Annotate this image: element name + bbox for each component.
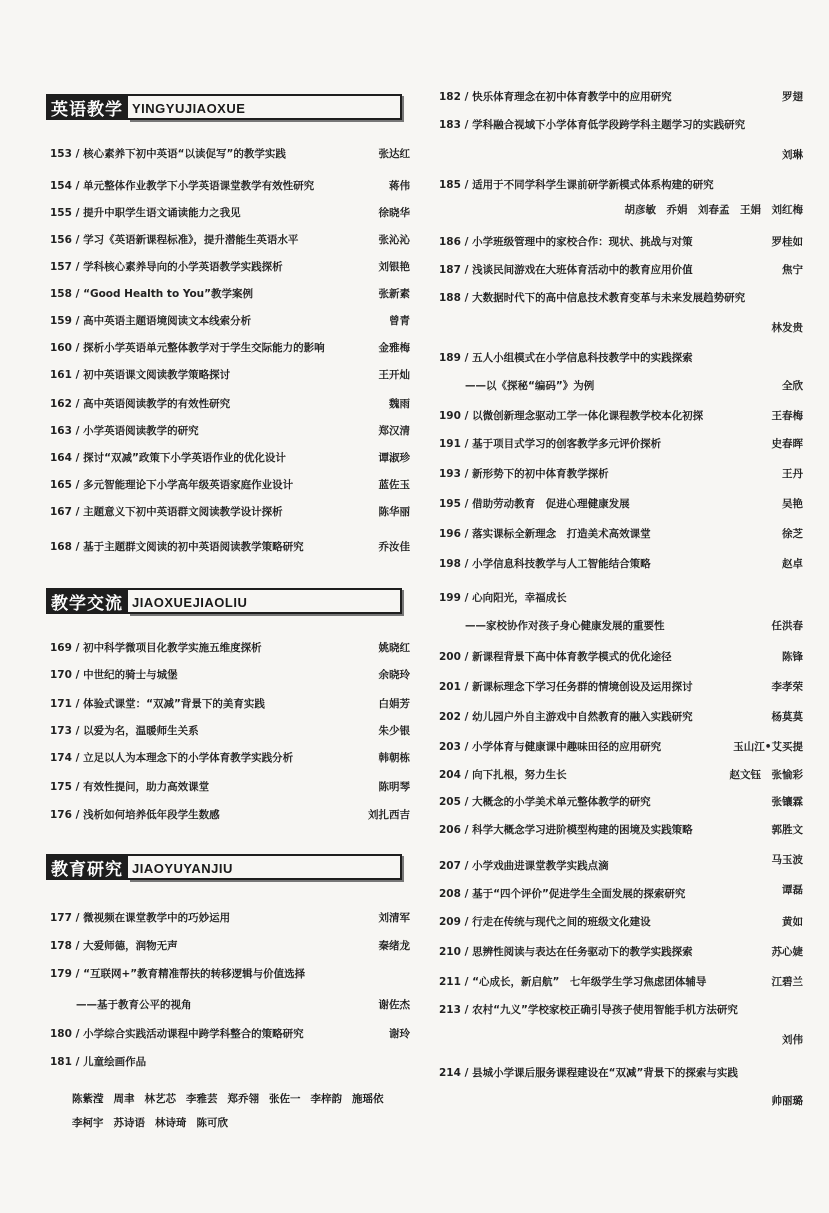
toc-entry-title: 182 / 快乐体育理念在初中体育教学中的应用研究 [439, 91, 672, 103]
toc-entry-author: 王开灿 [378, 369, 410, 381]
toc-entry-author: 郭胜文 [771, 824, 803, 836]
toc-entry-author: 刘伟 [782, 1034, 803, 1046]
toc-entry-title: 186 / 小学班级管理中的家校合作：现状、挑战与对策 [439, 236, 693, 248]
toc-entry-title: 208 / 基于“四个评价”促进学生全面发展的探索研究 [439, 888, 686, 900]
painting-names-row [72, 1091, 410, 1106]
toc-entry-author: 刘扎西吉 [368, 809, 410, 821]
toc-entry-author: 谢佐杰 [378, 999, 410, 1011]
toc-entry-author: 蓝佐玉 [378, 479, 410, 491]
toc-entry-title: ——以《探秘“编码”》为例 [465, 380, 595, 392]
toc-entry-author: 陈华丽 [378, 506, 410, 518]
toc-entry-title: 179 / “互联网+”教育精准帮扶的转移逻辑与价值选择 [50, 968, 306, 980]
toc-entry-title: 174 / 立足以人为本理念下的小学体育教学实践分析 [50, 752, 294, 764]
toc-entry-title: 191 / 基于项目式学习的创客教学多元评价探析 [439, 438, 662, 450]
toc-entry-author: 白娟芳 [378, 698, 410, 710]
section-header-english [46, 94, 402, 120]
toc-entry-author: 韩朝栋 [378, 752, 410, 764]
toc-entry-author: 玉山江•艾买提 [733, 741, 803, 753]
painting-author-name: 施瑶依 [352, 1093, 384, 1105]
toc-entry-title: 155 / 提升中职学生语文诵读能力之我见 [50, 207, 241, 219]
painting-author-name: 林艺芯 [144, 1093, 176, 1105]
toc-entry-author: 全欣 [782, 380, 803, 392]
painting-author-name: 周聿 [113, 1093, 135, 1105]
painting-author-name: 李柯宇 [72, 1117, 104, 1129]
toc-entry-author: 张新素 [378, 288, 410, 300]
toc-entry-author: 徐晓华 [378, 207, 410, 219]
toc-entry-title: 171 / 体验式课堂：“双减”背景下的美育实践 [50, 698, 265, 710]
painting-author-name: 林诗琦 [155, 1117, 187, 1129]
toc-entry-author: 秦绪龙 [378, 940, 410, 952]
toc-entry-title: ——家校协作对孩子身心健康发展的重要性 [465, 620, 665, 632]
toc-entry-author: 吴艳 [782, 498, 803, 510]
toc-entry-title: 188 / 大数据时代下的高中信息技术教育变革与未来发展趋势研究 [439, 292, 746, 304]
toc-entry-title: 159 / 高中英语主题语境阅读文本线索分析 [50, 315, 252, 327]
toc-entry-title: 204 / 向下扎根，努力生长 [439, 769, 567, 781]
painting-author-name: 张佐一 [269, 1093, 301, 1105]
toc-entry-author: 陈明琴 [378, 781, 410, 793]
toc-entry-title: 196 / 落实课标全新理念 打造美术高效课堂 [439, 528, 651, 540]
toc-entry-author: 罗桂如 [771, 236, 803, 248]
toc-entry-author: 谢玲 [389, 1028, 410, 1040]
toc-entry-author: 罗翅 [782, 91, 803, 103]
section-title-cn: 教育研究 [46, 854, 128, 880]
toc-entry-title: 167 / 主题意义下初中英语群文阅读教学设计探析 [50, 506, 283, 518]
section-title-en: JIAOXUEJIAOLIU [128, 588, 402, 614]
toc-entry-title: 163 / 小学英语阅读教学的研究 [50, 425, 199, 437]
toc-entry-title: 198 / 小学信息科技教学与人工智能结合策略 [439, 558, 651, 570]
toc-entry-title: 185 / 适用于不同学科学生课前研学新模式体系构建的研究 [439, 179, 714, 191]
toc-entry-title: 207 / 小学戏曲进课堂教学实践点滴 [439, 860, 609, 872]
toc-entry-author: 赵卓 [782, 558, 803, 570]
toc-entry-title: 206 / 科学大概念学习进阶模型构建的困境及实践策略 [439, 824, 693, 836]
toc-entry-title: 178 / 大爱师德，润物无声 [50, 940, 178, 952]
toc-entry-title: 187 / 浅谈民间游戏在大班体育活动中的教育应用价值 [439, 264, 693, 276]
toc-entry-title: 168 / 基于主题群文阅读的初中英语阅读教学策略研究 [50, 541, 304, 553]
toc-entry-title: 193 / 新形势下的初中体育教学探析 [439, 468, 609, 480]
toc-entry-author: 谭淑珍 [378, 452, 410, 464]
section-header-research [46, 854, 402, 880]
toc-entry-author: 谭磊 [782, 884, 803, 896]
toc-entry-title: 183 / 学科融合视域下小学体育低学段跨学科主题学习的实践研究 [439, 119, 746, 131]
section-title-cn: 英语教学 [46, 94, 128, 120]
toc-entry-title: 181 / 儿童绘画作品 [50, 1056, 147, 1068]
toc-entry-author: 张沁沁 [378, 234, 410, 246]
painting-author-name: 陈紫滢 [72, 1093, 104, 1105]
toc-entry-title: 195 / 借助劳动教育 促进心理健康发展 [439, 498, 630, 510]
toc-entry-author: 刘银艳 [378, 261, 410, 273]
toc-entry-title: 177 / 微视频在课堂教学中的巧妙运用 [50, 912, 231, 924]
toc-entry-author: 朱少银 [378, 725, 410, 737]
toc-entry-title: 170 / 中世纪的骑士与城堡 [50, 669, 178, 681]
toc-entry-author: 杨莫莫 [771, 711, 803, 723]
toc-entry-title: 165 / 多元智能理论下小学高年级英语家庭作业设计 [50, 479, 294, 491]
toc-entry-title: 199 / 心向阳光，幸福成长 [439, 592, 567, 604]
toc-entry-title: 180 / 小学综合实践活动课程中跨学科整合的策略研究 [50, 1028, 304, 1040]
toc-entry-author: 王丹 [782, 468, 803, 480]
toc-entry-author: 焦宁 [782, 264, 803, 276]
toc-entry-author: 任洪春 [771, 620, 803, 632]
painting-author-name: 陈可欣 [196, 1117, 228, 1129]
toc-entry-author: 黄如 [782, 916, 803, 928]
toc-entry-author: 郑汉清 [378, 425, 410, 437]
painting-author-name: 李梓韵 [310, 1093, 342, 1105]
toc-entry-title: 158 / “Good Health to You”教学案例 [50, 288, 254, 300]
toc-entry-author: 蒋伟 [389, 180, 410, 192]
toc-entry-author: 李孝荣 [771, 681, 803, 693]
toc-entry-title: 156 / 学习《英语新课程标准》，提升潜能生英语水平 [50, 234, 299, 246]
toc-entry-title: 205 / 大概念的小学美术单元整体教学的研究 [439, 796, 651, 808]
toc-entry-author: 王春梅 [771, 410, 803, 422]
toc-entry-author: 胡彦敏 乔娟 刘春孟 王娟 刘红梅 [624, 204, 803, 216]
toc-entry-title: 214 / 县城小学课后服务课程建设在“双减”背景下的探索与实践 [439, 1067, 738, 1079]
toc-entry-author: 江碧兰 [771, 976, 803, 988]
toc-entry-author: 张镶霖 [771, 796, 803, 808]
toc-entry-title: 213 / 农村“九义”学校家校正确引导孩子使用智能手机方法研究 [439, 1004, 738, 1016]
toc-entry-title: 153 / 核心素养下初中英语“以读促写”的教学实践 [50, 148, 286, 160]
toc-entry-author: 金雅梅 [378, 342, 410, 354]
toc-entry-author: 刘琳 [782, 149, 803, 161]
toc-entry-title: 173 / 以爱为名，温暖师生关系 [50, 725, 199, 737]
toc-entry-author: 乔汝佳 [378, 541, 410, 553]
toc-entry-title: 162 / 高中英语阅读教学的有效性研究 [50, 398, 231, 410]
toc-entry-author: 魏雨 [389, 398, 410, 410]
toc-entry-title: 203 / 小学体育与健康课中趣味田径的应用研究 [439, 741, 662, 753]
section-title-cn: 教学交流 [46, 588, 128, 614]
painting-author-name: 李雅芸 [186, 1093, 218, 1105]
toc-entry-title: 211 / “心成长，新启航” 七年级学生学习焦虑团体辅导 [439, 976, 707, 988]
toc-entry-title: 200 / 新课程背景下高中体育教学模式的优化途径 [439, 651, 672, 663]
painting-author-name: 苏诗语 [113, 1117, 145, 1129]
toc-entry-title: 202 / 幼儿园户外自主游戏中自然教育的融入实践研究 [439, 711, 693, 723]
toc-entry-title: 189 / 五人小组模式在小学信息科技教学中的实践探索 [439, 352, 693, 364]
toc-entry-author: 帅丽璐 [771, 1095, 803, 1107]
painting-author-name: 郑乔翎 [227, 1093, 259, 1105]
toc-entry-author: 张达红 [378, 148, 410, 160]
toc-entry-title: ——基于教育公平的视角 [76, 999, 192, 1011]
toc-entry-title: 201 / 新课标理念下学习任务群的情境创设及运用探讨 [439, 681, 693, 693]
section-title-en: JIAOYUYANJIU [128, 854, 402, 880]
toc-entry-author: 赵文钰 张愉彩 [729, 769, 803, 781]
toc-entry-title: 210 / 思辨性阅读与表达在任务驱动下的教学实践探索 [439, 946, 693, 958]
painting-names-row [72, 1115, 410, 1130]
toc-entry-title: 157 / 学科核心素养导向的小学英语教学实践探析 [50, 261, 283, 273]
toc-entry-title: 164 / 探讨“双减”政策下小学英语作业的优化设计 [50, 452, 286, 464]
toc-entry-author: 刘清军 [378, 912, 410, 924]
toc-entry-title: 190 / 以微创新理念驱动工学一体化课程教学校本化初探 [439, 410, 704, 422]
toc-entry-title: 175 / 有效性提问，助力高效课堂 [50, 781, 210, 793]
toc-entry-author: 徐芝 [782, 528, 803, 540]
section-header-exchange [46, 588, 402, 614]
toc-entry-author: 史春晖 [771, 438, 803, 450]
toc-entry-title: 209 / 行走在传统与现代之间的班级文化建设 [439, 916, 651, 928]
toc-entry-author: 马玉波 [771, 854, 803, 866]
toc-entry-title: 176 / 浅析如何培养低年段学生数感 [50, 809, 220, 821]
toc-entry-title: 161 / 初中英语课文阅读教学策略探讨 [50, 369, 231, 381]
section-title-en: YINGYUJIAOXUE [128, 94, 402, 120]
toc-entry-title: 169 / 初中科学微项目化教学实施五维度探析 [50, 642, 262, 654]
toc-entry-author: 曾青 [389, 315, 410, 327]
toc-entry-author: 余晓玲 [378, 669, 410, 681]
toc-entry-author: 姚晓红 [378, 642, 410, 654]
toc-entry-title: 154 / 单元整体作业教学下小学英语课堂教学有效性研究 [50, 180, 315, 192]
toc-entry-author: 苏心婕 [771, 946, 803, 958]
toc-entry-author: 陈锋 [782, 651, 803, 663]
toc-entry-title: 160 / 探析小学英语单元整体教学对于学生交际能力的影响 [50, 342, 325, 354]
toc-entry-author: 林发贵 [771, 322, 803, 334]
